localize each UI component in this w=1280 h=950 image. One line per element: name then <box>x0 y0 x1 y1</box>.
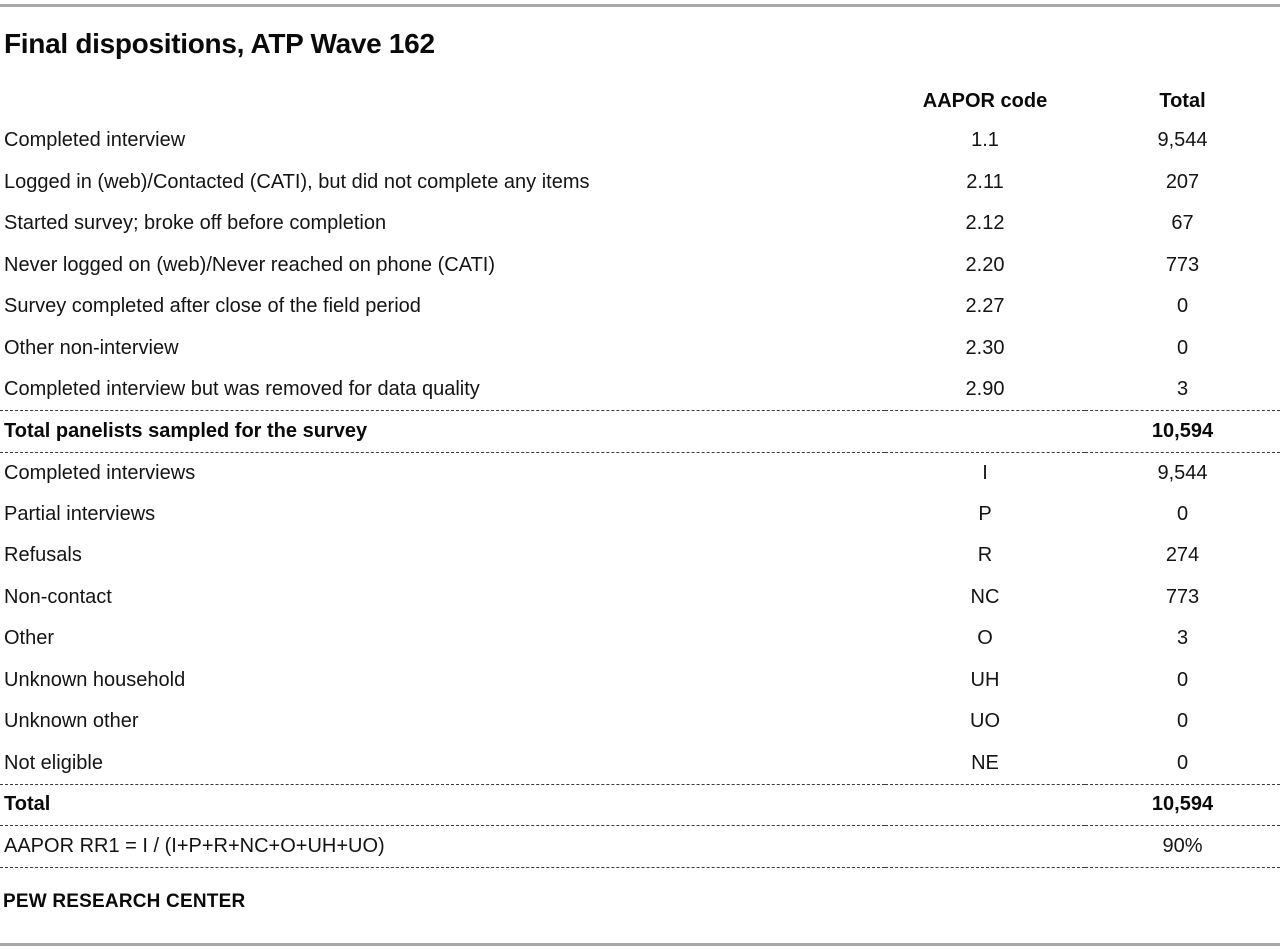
table-header <box>0 83 1280 120</box>
row-label: Refusals <box>4 544 82 567</box>
table-row <box>0 120 1280 162</box>
row-total: 207 <box>1165 170 1200 193</box>
dispositions-table <box>0 83 1280 868</box>
table-row <box>0 245 1280 287</box>
row-total: 773 <box>1165 585 1200 608</box>
row-code: UH <box>970 668 1000 691</box>
row-code <box>885 826 1085 868</box>
row-total: 0 <box>1176 295 1189 318</box>
row-label: Other <box>4 627 55 650</box>
table-row-total-sampled <box>0 411 1280 453</box>
table-row <box>0 452 1280 494</box>
row-label: Non-contact <box>4 585 112 608</box>
row-code <box>885 411 1085 453</box>
header-total: Total <box>1159 90 1206 112</box>
table-row <box>0 162 1280 204</box>
row-label: Unknown household <box>4 668 186 691</box>
row-total: 90% <box>1085 826 1280 868</box>
row-total: 0 <box>1176 751 1189 774</box>
table-row <box>0 701 1280 743</box>
table-row <box>0 535 1280 577</box>
row-total: 274 <box>1165 544 1200 567</box>
row-code: NC <box>970 585 1000 608</box>
table-row <box>0 494 1280 536</box>
row-label: Never logged on (web)/Never reached on phone (CATI) <box>4 253 495 276</box>
row-code: 2.20 <box>965 253 1005 276</box>
row-label: Partial interviews <box>4 502 156 525</box>
row-code: 2.30 <box>965 336 1005 359</box>
bottom-rule <box>0 943 1280 946</box>
row-code: 2.11 <box>966 170 1004 193</box>
table-row-grand-total <box>0 784 1280 826</box>
row-code <box>885 784 1085 826</box>
source-attribution: PEW RESEARCH CENTER <box>3 891 246 912</box>
row-label: AAPOR RR1 = I / (I+P+R+NC+O+UH+UO) <box>0 826 885 868</box>
row-label: Unknown other <box>4 710 139 733</box>
row-total: 67 <box>1171 212 1194 235</box>
row-total: 0 <box>1176 336 1189 359</box>
row-total: 0 <box>1176 668 1189 691</box>
row-total: 10,594 <box>1085 784 1280 826</box>
row-code: P <box>978 502 992 525</box>
row-label: Survey completed after close of the field period <box>4 295 421 318</box>
table-row <box>0 369 1280 411</box>
table-row <box>0 203 1280 245</box>
row-label: Not eligible <box>4 751 103 774</box>
header-label <box>0 83 885 120</box>
table-row-response-rate <box>0 826 1280 868</box>
header-row <box>0 83 1280 120</box>
row-total: 10,594 <box>1085 411 1280 453</box>
row-total: 3 <box>1176 627 1189 650</box>
row-total: 3 <box>1176 378 1189 400</box>
row-code: R <box>977 544 993 567</box>
row-code: 2.27 <box>965 295 1005 318</box>
page-title: Final dispositions, ATP Wave 162 <box>4 28 435 59</box>
table-row <box>0 743 1280 785</box>
row-label: Started survey; broke off before completion <box>4 212 387 235</box>
row-code: UO <box>970 710 1000 733</box>
row-label: Total <box>0 784 885 826</box>
table-row <box>0 618 1280 660</box>
row-total: 0 <box>1176 502 1189 525</box>
row-code: 2.12 <box>965 212 1005 235</box>
row-code: 1.1 <box>971 129 999 152</box>
table-row <box>0 328 1280 370</box>
header-aapor-code: AAPOR code <box>922 90 1048 112</box>
row-label: Other non-interview <box>4 336 179 359</box>
row-label: Total panelists sampled for the survey <box>0 411 885 453</box>
row-label: Completed interview but was removed for data quality <box>4 378 480 400</box>
table-row <box>0 286 1280 328</box>
row-code: NE <box>971 751 999 774</box>
row-code: I <box>885 452 1085 494</box>
row-code: 2.90 <box>965 378 1005 400</box>
row-label: Completed interviews <box>0 452 885 494</box>
top-rule <box>0 4 1280 7</box>
table-row <box>0 577 1280 619</box>
row-total: 773 <box>1165 253 1200 276</box>
row-code: O <box>977 627 993 650</box>
row-label: Completed interview <box>4 129 186 152</box>
table-row <box>0 660 1280 702</box>
row-label: Logged in (web)/Contacted (CATI), but did not complete any items <box>4 170 590 193</box>
row-total: 9,544 <box>1085 452 1280 494</box>
row-total: 9,544 <box>1157 129 1208 152</box>
row-total: 0 <box>1176 710 1189 733</box>
